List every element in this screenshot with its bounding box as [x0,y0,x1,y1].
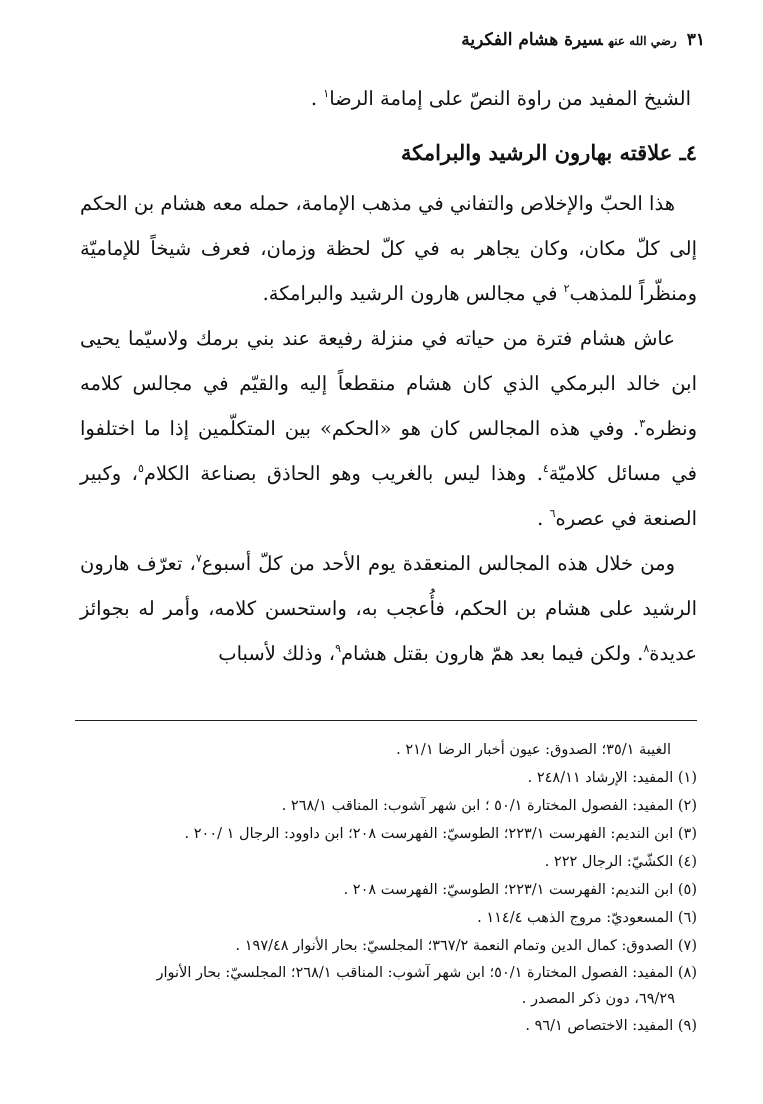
p2-text-b: . وفي هذه المجالس كان هو «الحكم» بين المتكلّمين إذا ما اختلفوا في مسائل كلاميّة [80,417,697,485]
p3-text-c: . ولكن فيما بعد همّ هارون بقتل هشام [340,642,644,665]
footnotes [68,736,697,1040]
footnote-continuation: الغيبة ٣٥/١؛ الصدوق: عيون أخبار الرضا ٢١/١ . [396,742,671,758]
p1-text-b: في مجالس هارون الرشيد والبرامكة. [262,282,564,305]
p3-text-d: ، وذلك لأسباب [218,642,336,665]
footnote-number: (٩) [677,1018,697,1034]
footnote-number: (٣) [677,826,697,842]
footnote-divider [75,720,697,721]
footnote-5 [68,876,697,904]
paragraph-2 [80,316,697,541]
footnote-text: الصدوق: كمال الدين وتمام النعمة ٣٦٧/٢؛ المجلسيّ: بحار الأنوار ١٩٧/٤٨ . [235,938,674,954]
footnote-text: الكشّيّ: الرجال ٢٢٢ . [544,854,674,870]
footnote-7 [68,932,697,960]
running-title: سيرة هشام الفكرية [461,30,603,50]
footnote-text: ابن النديم: الفهرست ٢٢٣/١؛ الطوسيّ: الفهرست ٢٠٨ . [343,882,674,898]
p2-text-e: . [537,507,550,530]
p3-text-a: ومن خلال هذه المجالس المنعقدة يوم الأحد من كلّ أسبوع [201,552,675,575]
footnote-ref-3[interactable]: ٣ [639,417,646,430]
footnote-number: (٦) [677,910,697,926]
footnote-ref-7[interactable]: ٧ [195,552,202,565]
footnote-number: (٥) [677,882,697,898]
section-heading: ٤ـ علاقته بهارون الرشيد والبرامكة [400,140,697,165]
p2-text-a: عاش هشام فترة من حياته في منزلة رفيعة عند بني برمك ولاسيّما يحيى ابن خالد البرمكي الذي كان هشام منقطعاً إليه والقيّم في مجالس كلامه ونظره [80,327,697,440]
footnote-3 [68,820,697,848]
footnote-text: المسعوديّ: مروج الذهب ١١٤/٤ . [477,910,674,926]
p3-text-b: ، تعرّف هارون الرشيد على هشام بن الحكم، فأُعجب به، واستحسن كلامه، وأمر له بجوائز عديدة [80,552,697,665]
footnote-ref-4[interactable]: ٤ [542,462,549,475]
running-header [461,30,705,50]
footnote-ref-2[interactable]: ٢ [563,282,570,295]
footnote-6 [68,904,697,932]
footnote-2 [68,792,697,820]
footnote-ref-9[interactable]: ٩ [335,642,341,655]
footnote-number: (٢) [677,798,697,814]
footnote-4 [68,848,697,876]
footnote-ref-8[interactable]: ٨ [643,642,650,655]
footnote-number: (٤) [677,854,697,870]
p2-text-d: ، وكبير الصنعة في عصره [80,462,697,530]
footnote-text: المفيد: الاختصاص ٩٦/١ . [525,1018,674,1034]
intro-line: الشيخ المفيد من راوة النصّ على إمامة الرضا$^١$ . [310,87,691,110]
footnote-number: (٧) [677,938,697,954]
intro-text: الشيخ المفيد من راوة النصّ على إمامة الرضا [329,87,691,110]
footnote-ref-1[interactable]: ١ [323,87,330,100]
paragraph-1 [80,181,697,316]
footnote-9 [68,1012,697,1040]
footnote-number: (٨) [677,965,697,981]
p2-text-c: . وهذا ليس بالغريب وهو الحاذق بصناعة الكلام [143,462,543,485]
page-number: ٣١ [686,30,705,50]
footnote-text: المفيد: الفصول المختارة ٥٠/١؛ ابن شهر آشوب: المناقب ٢٦٨/١؛ المجلسيّ: بحار الأنوار [156,965,674,981]
footnote-text: المفيد: الفصول المختارة ٥٠/١ ؛ ابن شهر آشوب: المناقب ٢٦٨/١ . [281,798,674,814]
footnote-text: ابن النديم: الفهرست ٢٢٣/١؛ الطوسيّ: الفهرست ٢٠٨؛ ابن داوود: الرجال ١ /٢٠٠ . [184,826,674,842]
footnote-8 [68,960,697,1012]
p1-text-a: هذا الحبّ والإخلاص والتفاني في مذهب الإمامة، حمله معه هشام بن الحكم إلى كلّ مكان، وكان يجاهر به في كلّ لحظة وزمان، فعرف شيخاً للإماميّة ومنظّراً للمذهب [80,192,697,305]
footnote-text: المفيد: الإرشاد ٢٤٨/١١ . [527,770,674,786]
footnote-1 [68,764,697,792]
honorific-glyph: رضي الله عنه [608,34,677,48]
footnote-ref-5[interactable]: ٥ [137,462,144,475]
footnote-ref-6[interactable]: ٦ [549,507,556,520]
footnote-text-continued: ٦٩/٢٩، دون ذكر المصدر . [521,991,675,1007]
footnote-number: (١) [677,770,697,786]
main-text [80,76,697,676]
paragraph-3 [80,541,697,676]
